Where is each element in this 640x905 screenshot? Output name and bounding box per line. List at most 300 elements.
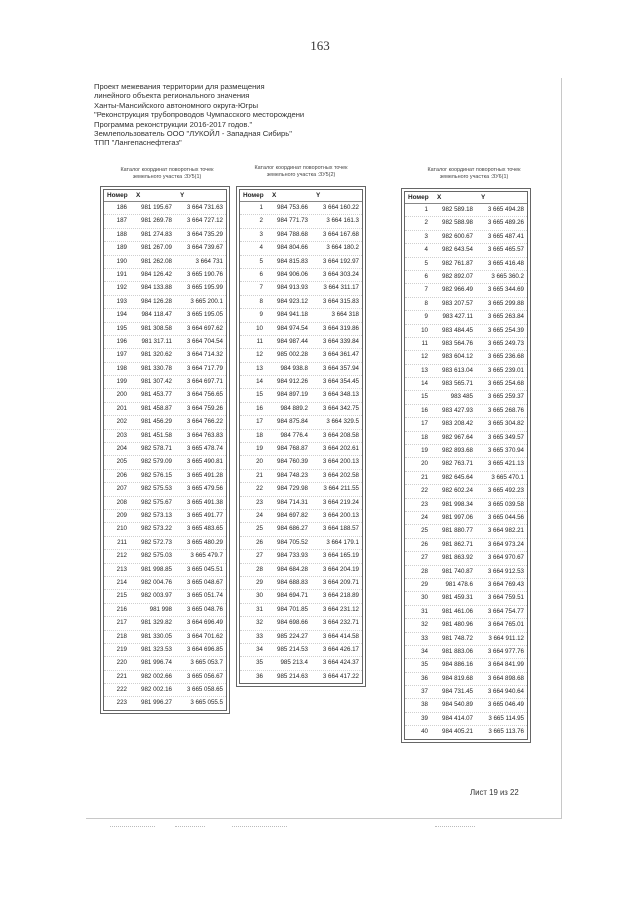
table-row bbox=[104, 443, 226, 456]
coord-x: 985 214.53 bbox=[277, 645, 308, 653]
table-row bbox=[240, 564, 362, 577]
coord-x: 981 480.96 bbox=[442, 621, 473, 629]
coordinate-table-zu5-2 bbox=[236, 186, 366, 687]
point-number: 32 bbox=[421, 621, 428, 629]
coord-x: 984 405.21 bbox=[442, 728, 473, 736]
table-row bbox=[240, 657, 362, 670]
coord-x: 981 997.06 bbox=[442, 513, 473, 521]
point-number: 218 bbox=[116, 632, 127, 640]
coord-x: 983 613.04 bbox=[442, 366, 473, 374]
table-row bbox=[405, 298, 527, 311]
table-row bbox=[405, 472, 527, 485]
table-row bbox=[405, 418, 527, 431]
table-row bbox=[405, 726, 527, 738]
table-row bbox=[240, 376, 362, 389]
table-row bbox=[405, 699, 527, 712]
coord-y: 3 664 180.2 bbox=[326, 244, 359, 252]
coord-y: 3 664 912.53 bbox=[487, 567, 524, 575]
table-row bbox=[104, 403, 226, 416]
coord-y: 3 664 204.19 bbox=[322, 565, 359, 573]
point-number: 36 bbox=[256, 672, 263, 680]
point-number: 221 bbox=[116, 672, 127, 680]
table-row bbox=[240, 510, 362, 523]
coord-y: 3 664 970.67 bbox=[487, 554, 524, 562]
table-row bbox=[240, 631, 362, 644]
table-row bbox=[405, 244, 527, 257]
table-row bbox=[240, 323, 362, 336]
coord-x: 982 645.64 bbox=[442, 473, 473, 481]
table-row bbox=[104, 483, 226, 496]
coord-y: 3 664 219.24 bbox=[322, 498, 359, 506]
coord-x: 981 262.08 bbox=[141, 257, 172, 265]
coord-x: 983 484.45 bbox=[442, 326, 473, 334]
table-row bbox=[104, 229, 226, 242]
coord-x: 984 771.73 bbox=[277, 217, 308, 225]
coord-y: 3 664 200.13 bbox=[322, 511, 359, 519]
coord-y: 3 665 239.01 bbox=[487, 366, 524, 374]
point-number: 186 bbox=[116, 204, 127, 211]
coord-x: 984 906.06 bbox=[277, 270, 308, 278]
coord-x: 981 456.29 bbox=[141, 418, 172, 426]
table-row bbox=[240, 470, 362, 483]
coord-x: 984 694.71 bbox=[277, 592, 308, 600]
point-number: 23 bbox=[421, 500, 428, 508]
coord-y: 3 664 318 bbox=[331, 311, 359, 319]
coord-x: 984 753.66 bbox=[277, 204, 308, 211]
coord-x: 984 913.93 bbox=[277, 284, 308, 292]
table-row bbox=[240, 269, 362, 282]
coord-x: 981 323.53 bbox=[141, 645, 172, 653]
coord-y: 3 664 766.22 bbox=[186, 418, 223, 426]
coordinate-table-zu5-1 bbox=[100, 186, 230, 714]
point-number: 194 bbox=[116, 311, 127, 319]
point-number: 11 bbox=[256, 337, 263, 345]
point-number: 10 bbox=[256, 324, 263, 332]
coord-y: 3 665 360.2 bbox=[491, 272, 524, 280]
coord-y: 3 665 254.68 bbox=[487, 380, 524, 388]
coord-x: 984 414.07 bbox=[442, 714, 473, 722]
header-y: Y bbox=[316, 192, 321, 199]
coord-y: 3 665 487.41 bbox=[487, 232, 524, 240]
coord-y: 3 664 701.62 bbox=[186, 632, 223, 640]
point-number: 19 bbox=[421, 447, 428, 455]
table-row bbox=[104, 430, 226, 443]
point-number: 27 bbox=[256, 552, 263, 560]
coord-y: 3 664 696.49 bbox=[186, 619, 223, 627]
coord-y: 3 664 167.68 bbox=[322, 230, 359, 238]
coord-x: 984 126.42 bbox=[141, 270, 172, 278]
table-row bbox=[104, 497, 226, 510]
point-number: 16 bbox=[421, 406, 428, 414]
coord-y: 3 664 303.24 bbox=[322, 270, 359, 278]
coord-x: 984 889.2 bbox=[280, 404, 308, 412]
point-number: 213 bbox=[116, 565, 127, 573]
coord-y: 3 664 329.5 bbox=[326, 418, 359, 426]
table-row bbox=[405, 445, 527, 458]
coord-y: 3 664 424.37 bbox=[322, 659, 359, 667]
table-row bbox=[240, 229, 362, 242]
table-body bbox=[103, 189, 227, 711]
table-row bbox=[104, 256, 226, 269]
coord-y: 3 665 046.49 bbox=[487, 701, 524, 709]
footer-dots bbox=[435, 826, 475, 827]
point-number: 24 bbox=[256, 511, 263, 519]
coord-x: 981 458.87 bbox=[141, 404, 172, 412]
coord-x: 982 643.54 bbox=[442, 246, 473, 254]
point-number: 24 bbox=[421, 513, 428, 521]
coord-y: 3 664 160.22 bbox=[322, 204, 359, 211]
point-number: 18 bbox=[256, 431, 263, 439]
coord-y: 3 665 478.74 bbox=[186, 445, 223, 453]
coord-y: 3 665 113.76 bbox=[488, 728, 524, 736]
coord-y: 3 664 354.45 bbox=[322, 378, 359, 386]
coord-y: 3 665 263.84 bbox=[487, 313, 524, 321]
coord-x: 984 912.26 bbox=[277, 378, 308, 386]
point-number: 29 bbox=[256, 578, 263, 586]
coord-x: 984 804.66 bbox=[277, 244, 308, 252]
coord-y: 3 664 735.29 bbox=[186, 230, 223, 238]
point-number: 8 bbox=[259, 297, 263, 305]
point-number: 12 bbox=[256, 351, 263, 359]
table-row bbox=[240, 202, 362, 215]
header-y: Y bbox=[180, 192, 185, 199]
coord-x: 984 697.82 bbox=[277, 511, 308, 519]
table-row bbox=[104, 590, 226, 603]
table-row bbox=[240, 349, 362, 362]
point-number: 3 bbox=[259, 230, 263, 238]
point-number: 212 bbox=[116, 552, 127, 560]
coord-x: 984 760.39 bbox=[277, 458, 308, 466]
coord-y: 3 665 056.67 bbox=[186, 672, 223, 680]
coord-x: 982 003.97 bbox=[141, 592, 172, 600]
table-row bbox=[240, 363, 362, 376]
point-number: 200 bbox=[116, 391, 127, 399]
table-row bbox=[405, 204, 527, 217]
coord-y: 3 664 342.75 bbox=[322, 404, 359, 412]
caption-line: земельного участка :ЗУ5(1) bbox=[132, 174, 202, 180]
table-row bbox=[104, 349, 226, 362]
coord-x: 984 875.84 bbox=[277, 418, 308, 426]
point-number: 12 bbox=[421, 353, 428, 361]
table-row bbox=[405, 485, 527, 498]
coord-y: 3 664 315.83 bbox=[322, 297, 359, 305]
point-number: 34 bbox=[256, 645, 263, 653]
coord-x: 982 588.98 bbox=[442, 219, 473, 227]
coord-x: 981 307.42 bbox=[141, 378, 172, 386]
point-number: 17 bbox=[256, 418, 263, 426]
header-x: X bbox=[437, 194, 442, 201]
coord-y: 3 664 209.71 bbox=[322, 578, 359, 586]
coord-x: 984 748.23 bbox=[277, 471, 308, 479]
coord-x: 981 459.31 bbox=[442, 594, 473, 602]
coord-x: 985 213.4 bbox=[280, 659, 308, 667]
point-number: 4 bbox=[259, 244, 263, 252]
table-row bbox=[104, 389, 226, 402]
coord-x: 985 214.63 bbox=[277, 672, 308, 680]
coord-y: 3 664 319.86 bbox=[322, 324, 359, 332]
point-number: 11 bbox=[421, 339, 428, 347]
table-row bbox=[104, 363, 226, 376]
table-row bbox=[104, 242, 226, 255]
table-row bbox=[240, 523, 362, 536]
coord-y: 3 664 765.01 bbox=[487, 621, 524, 629]
point-number: 204 bbox=[116, 445, 127, 453]
coord-y: 3 664 211.55 bbox=[323, 485, 359, 493]
table-row bbox=[405, 619, 527, 632]
coord-x: 981 317.11 bbox=[141, 337, 172, 345]
table-row bbox=[104, 684, 226, 697]
point-number: 220 bbox=[116, 659, 127, 667]
coord-y: 3 665 051.74 bbox=[186, 592, 223, 600]
coord-x: 984 788.68 bbox=[277, 230, 308, 238]
coord-y: 3 665 045.51 bbox=[186, 565, 223, 573]
header-y: Y bbox=[481, 194, 486, 201]
table-row bbox=[405, 271, 527, 284]
point-number: 4 bbox=[424, 246, 428, 254]
point-number: 187 bbox=[116, 217, 127, 225]
coord-y: 3 664 192.97 bbox=[322, 257, 359, 265]
coord-x: 983 565.71 bbox=[442, 380, 473, 388]
coord-x: 981 863.92 bbox=[442, 554, 473, 562]
point-number: 26 bbox=[421, 540, 428, 548]
caption-line: Каталог координат поворотных точек bbox=[120, 167, 214, 173]
point-number: 39 bbox=[421, 714, 428, 722]
point-number: 28 bbox=[421, 567, 428, 575]
table-row bbox=[405, 499, 527, 512]
coord-x: 984 733.93 bbox=[277, 552, 308, 560]
table-row bbox=[104, 456, 226, 469]
coord-x: 984 923.12 bbox=[277, 297, 308, 305]
point-number: 208 bbox=[116, 498, 127, 506]
coord-y: 3 664 188.57 bbox=[322, 525, 359, 533]
table-row bbox=[405, 378, 527, 391]
coord-x: 984 133.88 bbox=[141, 284, 172, 292]
coord-x: 983 485 bbox=[450, 393, 473, 401]
coord-x: 982 002.66 bbox=[141, 672, 172, 680]
coord-x: 985 224.27 bbox=[277, 632, 308, 640]
coord-y: 3 665 268.76 bbox=[487, 406, 524, 414]
coord-y: 3 664 357.94 bbox=[322, 364, 359, 372]
point-number: 9 bbox=[259, 311, 263, 319]
coord-x: 981 996.74 bbox=[141, 659, 172, 667]
coord-x: 984 701.85 bbox=[277, 605, 308, 613]
point-number: 201 bbox=[116, 404, 127, 412]
coord-x: 982 761.87 bbox=[442, 259, 473, 267]
point-number: 32 bbox=[256, 619, 263, 627]
point-number: 37 bbox=[421, 688, 428, 696]
coord-x: 981 320.62 bbox=[141, 351, 172, 359]
coord-y: 3 665 490.81 bbox=[186, 458, 223, 466]
table-row bbox=[240, 617, 362, 630]
point-number: 31 bbox=[421, 607, 428, 615]
coord-x: 984 729.98 bbox=[277, 485, 308, 493]
coord-y: 3 665 058.65 bbox=[186, 686, 223, 694]
point-number: 34 bbox=[421, 647, 428, 655]
point-number: 2 bbox=[424, 219, 428, 227]
point-number: 27 bbox=[421, 554, 428, 562]
coord-x: 981 740.87 bbox=[442, 567, 473, 575]
coord-y: 3 664 731.63 bbox=[186, 204, 223, 211]
coord-y: 3 665 489.26 bbox=[487, 219, 524, 227]
coord-x: 981 451.58 bbox=[141, 431, 172, 439]
coord-y: 3 664 911.12 bbox=[488, 634, 524, 642]
table-row bbox=[240, 256, 362, 269]
table-row bbox=[405, 432, 527, 445]
point-number: 33 bbox=[256, 632, 263, 640]
point-number: 9 bbox=[424, 313, 428, 321]
coord-x: 981 998 bbox=[149, 605, 172, 613]
table-row bbox=[240, 242, 362, 255]
coord-y: 3 664 704.54 bbox=[186, 337, 223, 345]
point-number: 19 bbox=[256, 445, 263, 453]
coord-y: 3 665 483.65 bbox=[186, 525, 223, 533]
table-row bbox=[104, 564, 226, 577]
coord-x: 983 427.93 bbox=[442, 406, 473, 414]
coord-y: 3 664 759.51 bbox=[487, 594, 524, 602]
coord-y: 3 665 480.29 bbox=[186, 538, 223, 546]
point-number: 207 bbox=[116, 485, 127, 493]
point-number: 29 bbox=[421, 580, 428, 588]
coord-x: 982 892.07 bbox=[442, 272, 473, 280]
coord-x: 981 274.83 bbox=[141, 230, 172, 238]
table-row bbox=[240, 537, 362, 550]
coord-y: 3 664 739.67 bbox=[186, 244, 223, 252]
table-row bbox=[240, 671, 362, 683]
coord-y: 3 664 696.85 bbox=[186, 645, 223, 653]
point-number: 189 bbox=[116, 244, 127, 252]
table-row bbox=[240, 483, 362, 496]
point-number: 199 bbox=[116, 378, 127, 386]
coord-x: 982 578.71 bbox=[141, 445, 172, 453]
coord-y: 3 664 763.83 bbox=[186, 431, 223, 439]
coord-x: 981 195.67 bbox=[141, 204, 172, 211]
point-number: 26 bbox=[256, 538, 263, 546]
point-number: 2 bbox=[259, 217, 263, 225]
point-number: 8 bbox=[424, 299, 428, 307]
point-number: 192 bbox=[116, 284, 127, 292]
coord-x: 981 308.58 bbox=[141, 324, 172, 332]
header-line: Проект межевания территории для размещения bbox=[94, 82, 265, 91]
table-row bbox=[104, 697, 226, 709]
coord-y: 3 664 426.17 bbox=[322, 645, 359, 653]
coordinate-table-zu6-1 bbox=[401, 188, 531, 743]
point-number: 13 bbox=[421, 366, 428, 374]
point-number: 35 bbox=[256, 659, 263, 667]
table-row bbox=[104, 296, 226, 309]
coord-y: 3 664 179.1 bbox=[326, 538, 359, 546]
coord-x: 982 589.18 bbox=[442, 206, 473, 213]
footer-dots bbox=[175, 826, 205, 827]
coord-y: 3 664 769.43 bbox=[487, 580, 524, 588]
coord-y: 3 665 055.5 bbox=[190, 699, 223, 707]
table-header-row bbox=[240, 190, 362, 202]
table-row bbox=[240, 430, 362, 443]
coord-y: 3 664 727.12 bbox=[186, 217, 223, 225]
table-row bbox=[405, 391, 527, 404]
coord-y: 3 664 414.58 bbox=[322, 632, 359, 640]
coord-y: 3 665 236.68 bbox=[487, 353, 524, 361]
coord-x: 985 002.28 bbox=[277, 351, 308, 359]
coord-y: 3 665 349.57 bbox=[487, 433, 524, 441]
coord-x: 982 763.71 bbox=[442, 460, 473, 468]
table-row bbox=[405, 458, 527, 471]
point-number: 14 bbox=[421, 380, 428, 388]
coord-y: 3 664 754.77 bbox=[487, 607, 524, 615]
table-row bbox=[104, 376, 226, 389]
coord-y: 3 664 165.19 bbox=[322, 552, 359, 560]
point-number: 35 bbox=[421, 661, 428, 669]
table-row bbox=[405, 405, 527, 418]
caption-line: Каталог координат поворотных точек bbox=[254, 165, 348, 171]
point-number: 214 bbox=[116, 578, 127, 586]
table-row bbox=[240, 336, 362, 349]
coord-x: 984 776.4 bbox=[280, 431, 308, 439]
point-number: 20 bbox=[256, 458, 263, 466]
point-number: 20 bbox=[421, 460, 428, 468]
coord-x: 981 998.85 bbox=[141, 565, 172, 573]
coord-x: 982 575.67 bbox=[141, 498, 172, 506]
coord-y: 3 664 697.71 bbox=[186, 378, 223, 386]
table-row bbox=[405, 217, 527, 230]
coord-x: 983 604.12 bbox=[442, 353, 473, 361]
frame-bottom-border bbox=[86, 818, 562, 819]
table-row bbox=[240, 604, 362, 617]
point-number: 23 bbox=[256, 498, 263, 506]
coord-x: 981 453.77 bbox=[141, 391, 172, 399]
table-row bbox=[104, 282, 226, 295]
table-row bbox=[405, 231, 527, 244]
table-row bbox=[405, 258, 527, 271]
table-row bbox=[405, 539, 527, 552]
coord-y: 3 665 114.95 bbox=[488, 714, 524, 722]
table-row bbox=[240, 590, 362, 603]
point-number: 216 bbox=[116, 605, 127, 613]
coord-y: 3 664 841.99 bbox=[487, 661, 524, 669]
project-header bbox=[94, 82, 554, 148]
coord-x: 984 974.54 bbox=[277, 324, 308, 332]
table-row bbox=[104, 644, 226, 657]
coord-x: 984 126.28 bbox=[141, 297, 172, 305]
table-row bbox=[405, 351, 527, 364]
table-row bbox=[104, 336, 226, 349]
table-row bbox=[104, 631, 226, 644]
coord-x: 981 330.78 bbox=[141, 364, 172, 372]
coord-x: 984 731.45 bbox=[442, 688, 473, 696]
coord-x: 981 330.05 bbox=[141, 632, 172, 640]
header-line: ТПП "Лангепаснефтегаз" bbox=[94, 138, 182, 148]
point-number: 196 bbox=[116, 337, 127, 345]
point-number: 21 bbox=[421, 473, 428, 481]
table-body bbox=[239, 189, 363, 684]
table-row bbox=[104, 202, 226, 215]
sheet-label: Лист 19 из 22 bbox=[470, 788, 519, 797]
coord-x: 984 819.68 bbox=[442, 674, 473, 682]
table-caption-zu5-1 bbox=[100, 167, 234, 181]
point-number: 210 bbox=[116, 525, 127, 533]
header-number: Номер bbox=[408, 194, 429, 201]
coord-x: 981 269.78 bbox=[141, 217, 172, 225]
coord-x: 983 207.57 bbox=[442, 299, 473, 307]
coord-y: 3 665 344.69 bbox=[487, 286, 524, 294]
footer-dots bbox=[232, 826, 287, 827]
coord-y: 3 664 697.62 bbox=[186, 324, 223, 332]
table-row bbox=[405, 606, 527, 619]
table-row bbox=[104, 671, 226, 684]
coord-y: 3 665 416.48 bbox=[487, 259, 524, 267]
coord-y: 3 665 491.38 bbox=[186, 498, 223, 506]
coord-x: 984 987.44 bbox=[277, 337, 308, 345]
coord-y: 3 665 249.73 bbox=[487, 339, 524, 347]
